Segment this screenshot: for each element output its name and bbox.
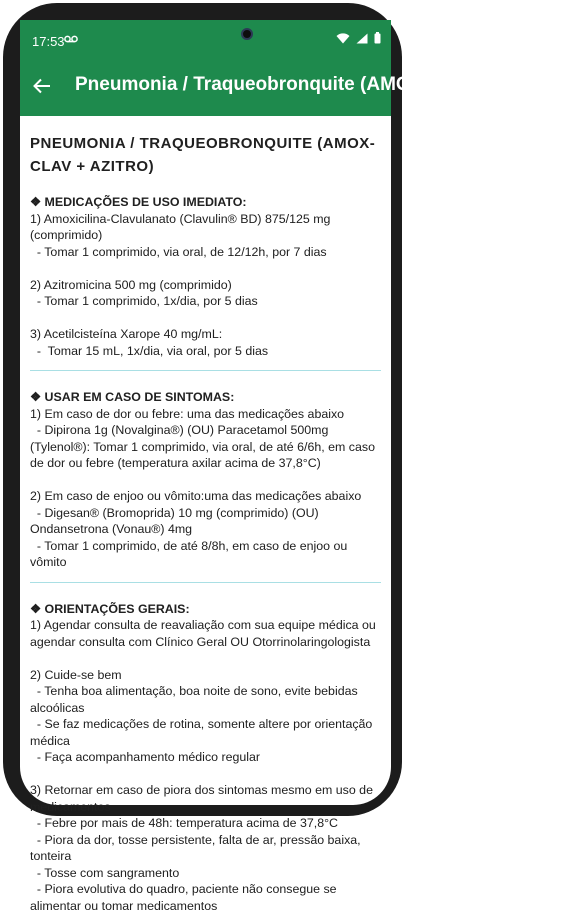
section-general-guidance (30, 601, 381, 914)
list-item: - Faça acompanhamento médico regular (30, 749, 381, 766)
list-item: - Tosse com sangramento (30, 865, 381, 882)
document-content[interactable] (20, 116, 391, 805)
list-item: 2) Cuide-se bem (30, 667, 381, 684)
battery-icon (374, 32, 381, 44)
page-title: Pneumonia / Traqueobronquite (AMOX-CLAV + AZITRO) (75, 74, 375, 96)
list-item: 3) Acetilcisteína Xarope 40 mg/mL: (30, 326, 381, 343)
list-item: 2) Azitromicina 500 mg (comprimido) (30, 277, 381, 294)
status-time: 17:53 (32, 34, 65, 49)
list-item: - Se faz medicações de rotina, somente altere por orientação médica (30, 716, 381, 749)
section-heading: ❖ USAR EM CASO DE SINTOMAS: (30, 389, 381, 406)
front-camera (241, 28, 253, 40)
list-item: - Tomar 15 mL, 1x/dia, via oral, por 5 dias (30, 343, 381, 360)
list-item: 3) Retornar em caso de piora dos sintomas mesmo em uso de medicamentos (30, 782, 381, 815)
spacer (30, 472, 381, 489)
list-item: - Piora da dor, tosse persistente, falta de ar, pressão baixa, tonteira (30, 832, 381, 865)
list-item: - Digesan® (Bromoprida) 10 mg (comprimido) (OU) Ondansetrona (Vonau®) 4mg (30, 505, 381, 538)
spacer (30, 310, 381, 327)
list-item: - Tomar 1 comprimido, de até 8/8h, em caso de enjoo ou vômito (30, 538, 381, 571)
app-bar (20, 60, 391, 116)
list-item: 1) Amoxicilina-Clavulanato (Clavulin® BD) 875/125 mg (comprimido) (30, 211, 381, 244)
document-title: PNEUMONIA / TRAQUEOBRONQUITE (AMOX-CLAV + AZITRO) (30, 132, 381, 178)
arrow-left-icon (33, 77, 51, 100)
signal-icon (356, 33, 368, 44)
list-item: 1) Em caso de dor ou febre: uma das medicações abaixo (30, 406, 381, 423)
section-divider (30, 370, 381, 371)
phone-frame (3, 3, 402, 816)
spacer (30, 650, 381, 667)
list-item: - Tomar 1 comprimido, via oral, de 12/12h, por 7 dias (30, 244, 381, 261)
voicemail-icon (64, 32, 78, 47)
list-item: - Tomar 1 comprimido, 1x/dia, por 5 dias (30, 293, 381, 310)
list-item: 2) Em caso de enjoo ou vômito:uma das medicações abaixo (30, 488, 381, 505)
section-heading: ❖ MEDICAÇÕES DE USO IMEDIATO: (30, 194, 381, 211)
list-item: - Febre por mais de 48h: temperatura acima de 37,8°C (30, 815, 381, 832)
status-icons (336, 32, 381, 44)
list-item: - Piora evolutiva do quadro, paciente não consegue se alimentar ou tomar medicamentos (30, 881, 381, 914)
list-item: 1) Agendar consulta de reavaliação com sua equipe médica ou agendar consulta com Clínico Geral OU Otorrinolaringologista (30, 617, 381, 650)
wifi-icon (336, 33, 350, 44)
spacer (30, 260, 381, 277)
spacer (30, 766, 381, 783)
list-item: - Tenha boa alimentação, boa noite de sono, evite bebidas alcoólicas (30, 683, 381, 716)
section-divider (30, 582, 381, 583)
list-item: - Dipirona 1g (Novalgina®) (OU) Paracetamol 500mg (Tylenol®): Tomar 1 comprimido, via oral, de até 6/6h, em caso de dor ou febre (temperatura axilar acima de 37,8°C) (30, 422, 381, 472)
status-bar (20, 20, 391, 60)
section-heading: ❖ ORIENTAÇÕES GERAIS: (30, 601, 381, 618)
section-immediate-medications (30, 194, 381, 359)
back-button[interactable] (26, 72, 58, 104)
section-symptoms (30, 389, 381, 571)
screen (20, 20, 391, 805)
